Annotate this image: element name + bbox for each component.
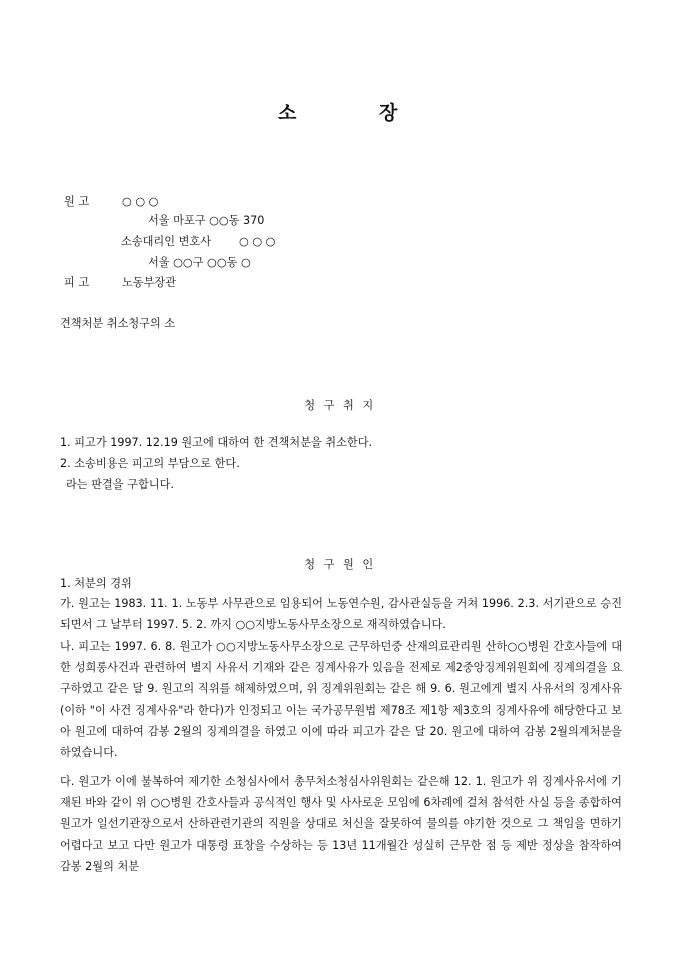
claim-cause-paragraph-c: 다. 원고가 이에 불복하여 제기한 소청심사에서 총무처소청심사위원회는 같은해 12. 1. 원고가 위 징계사유서에 기재된 바와 같이 위 ○○병원 간호사들과 공식적인 행사 및 사사로운 모임에 6차례에 걸쳐 참석한 사실 등을 종합하여 원고가 일선기관장으로서 산하관련기관의 직원을 상대로 처신을 잘못하여 물의를 야기한 것으로 그 책임을 면하기 어렵다고 보고 다만 원고가 대통령 표창을 수상하는 등 13년 11개월간 성실히 근무한 점 등 제반 정상을 참작하여 감봉 2월의 처분 bbox=[60, 775, 622, 873]
claim-purpose-heading: 청 구 취 지 bbox=[304, 399, 376, 412]
title-char-2: 장 bbox=[379, 102, 399, 124]
counsel-name: ○ ○ ○ bbox=[239, 235, 276, 248]
title-char-1: 소 bbox=[278, 102, 298, 124]
plaintiff-label: 원 고 bbox=[64, 195, 90, 208]
claim-purpose-item: 1. 피고가 1997. 12.19 원고에 대하여 한 견책처분을 취소한다. bbox=[60, 436, 373, 449]
plaintiff-address: 서울 마포구 ○○동 370 bbox=[148, 214, 265, 227]
defendant-name: 노동부장관 bbox=[122, 276, 177, 289]
claim-cause-heading: 청 구 원 인 bbox=[304, 558, 376, 571]
plaintiff-name: ○ ○ ○ bbox=[122, 195, 159, 208]
counsel-label: 소송대리인 변호사 bbox=[121, 235, 212, 248]
case-title: 견책처분 취소청구의 소 bbox=[60, 317, 176, 330]
defendant-label: 피 고 bbox=[64, 276, 90, 289]
claim-purpose-closing: 라는 판결을 구합니다. bbox=[66, 478, 174, 491]
claim-cause-paragraph-b: 나. 피고는 1997. 6. 8. 원고가 ○○지방노동사무소장으로 근무하던중 산재의료관리원 산하○○병원 간호사들에 대한 성희롱사건과 관련하여 별지 사유서 기재와 같은 징계사유가 있음을 전제로 제2중앙징계위원회에 징계의결을 요구하였고 같은 달 9. 원고의 직위를 해제하였으며, 위 징계위원회는 같은 해 9. 6. 원고에게 별지 사유서의 징계사유(이하 "이 사건 징계사유"라 한다)가 인정되고 이는 국가공무원법 제78조 제1항 제3호의 징계사유에 해당한다고 보아 원고에 대하여 감봉 2월의 징계의결을 하였고 이에 따라 피고가 같은 달 20. 원고에 대하여 감봉 2월의계처분을 하였습니다. bbox=[60, 640, 622, 760]
claim-cause-subheading: 1. 처분의 경위 bbox=[60, 577, 132, 590]
counsel-address: 서울 ○○구 ○○동 ○ bbox=[148, 256, 251, 269]
claim-purpose-item: 2. 소송비용은 피고의 부담으로 한다. bbox=[60, 457, 240, 470]
claim-cause-paragraph-a: 가. 원고는 1983. 11. 1. 노동부 사무관으로 임용되어 노동연수원, 감사관실등을 거쳐 1996. 2.3. 서기관으로 승진되면서 그 날부터 1997. 5. 2. 까지 ○○지방노동사무소장으로 재직하였습니다. bbox=[60, 597, 622, 632]
